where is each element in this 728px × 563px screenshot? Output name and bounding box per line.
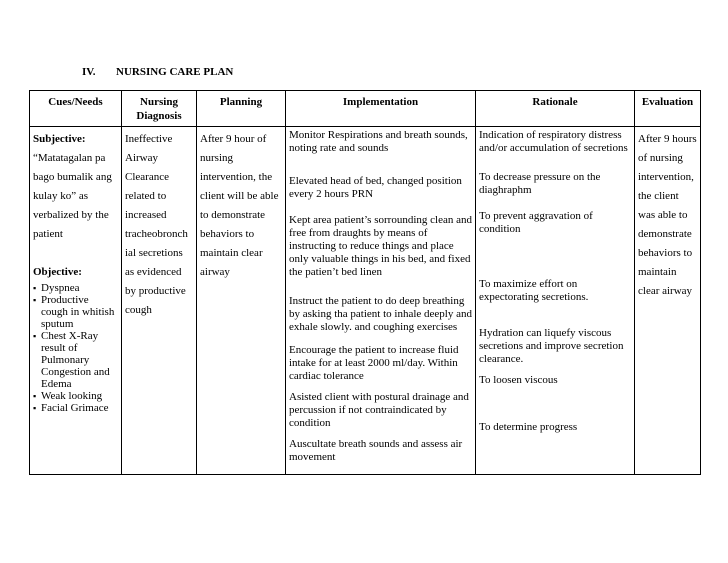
header-evaluation: Evaluation (635, 91, 701, 127)
evaluation-line: intervention, (638, 171, 694, 183)
evaluation-line: demonstrate (638, 228, 692, 240)
header-row (30, 91, 701, 127)
evaluation-line: was able to (638, 209, 688, 221)
planning-line: maintain clear (200, 247, 263, 259)
rationale-cell (476, 127, 635, 475)
evaluation-line: of nursing (638, 152, 683, 164)
header-rationale: Rationale (476, 91, 635, 127)
planning-line: airway (200, 266, 230, 278)
diagnosis-line: increased (125, 209, 167, 221)
evaluation-line: maintain (638, 266, 677, 278)
planning-line: After 9 hour of (200, 133, 267, 145)
evaluation-line: behaviors to (638, 247, 693, 259)
subjective-label: Subjective: (33, 133, 86, 145)
evaluation-line: clear airway (638, 285, 693, 297)
diagnosis-line: ial secretions (125, 247, 183, 259)
rationale-item: Indication of respiratory distress and/or accumulation of secretions (479, 129, 628, 154)
planning-line: behaviors to (200, 228, 255, 240)
implementation-item: Monitor Respirations and breath sounds, noting rate and sounds (289, 129, 468, 154)
header-planning: Planning (197, 91, 286, 127)
implementation-item: Kept area patient’s sorrounding clean and free from draughts by means of instructing to reduce things and place only valuable things in his bed, and fixed the patien’t bed linen (289, 214, 472, 278)
diagnosis-line: related to (125, 190, 167, 202)
objective-item: ▪ Dyspnea (33, 282, 118, 294)
subjective-line: kulay ko” as (33, 190, 88, 202)
section-number: IV. (82, 66, 96, 78)
diagnosis-line: tracheobronch (125, 228, 188, 240)
rationale-item: To maximize effort on expectorating secretions. (479, 278, 589, 303)
planning-cell (197, 127, 286, 475)
cues-cell (30, 127, 122, 475)
header-diagnosis: Nursing Diagnosis (122, 91, 197, 127)
implementation-item: Encourage the patient to increase fluid intake for at least 2000 ml/day. Within cardiac tolerance (289, 344, 459, 382)
objective-item: ▪ Chest X-Ray result of Pulmonary Congestion and Edema (33, 330, 118, 390)
implementation-item: Elevated head of bed, changed position every 2 hours PRN (289, 175, 462, 200)
implementation-item: Asisted client with postural drainage and percussion if not contraindicated by condition (289, 391, 469, 429)
implementation-item: Auscultate breath sounds and assess air movement (289, 438, 463, 463)
implementation-cell (286, 127, 476, 475)
diagnosis-line: by productive (125, 285, 186, 297)
rationale-item: To determine progress (479, 421, 578, 433)
planning-line: client will be able (200, 190, 279, 202)
rationale-item: To prevent aggravation of condition (479, 210, 593, 235)
objective-label: Objective: (33, 266, 82, 278)
evaluation-line: the client (638, 190, 679, 202)
diagnosis-cell (122, 127, 197, 475)
rationale-item: To loosen viscous (479, 374, 558, 386)
planning-line: intervention, the (200, 171, 273, 183)
header-cues: Cues/Needs (30, 91, 122, 127)
content-row (30, 127, 701, 475)
subjective-line: verbalized by the (33, 209, 109, 221)
diagnosis-line: as evidenced (125, 266, 182, 278)
subjective-line: bago bumalik ang (33, 171, 112, 183)
objective-item: ▪ Facial Grimace (33, 402, 118, 414)
diagnosis-line: Clearance (125, 171, 169, 183)
planning-line: to demonstrate (200, 209, 266, 221)
diagnosis-line: Airway (125, 152, 158, 164)
care-plan-table (29, 90, 701, 475)
planning-line: nursing (200, 152, 233, 164)
evaluation-line: After 9 hours (638, 133, 697, 145)
objective-list (30, 282, 121, 414)
section-title (82, 66, 233, 78)
rationale-item: To decrease pressure on the diaghraphm (479, 171, 601, 196)
rationale-item: Hydration can liquefy viscous secretions and improve secretion clearance. (479, 327, 624, 365)
objective-item: ▪ Weak looking (33, 390, 118, 402)
subjective-line: patient (33, 228, 63, 240)
diagnosis-line: cough (125, 304, 152, 316)
objective-item: ▪ Productive cough in whitish sputum (33, 294, 118, 330)
diagnosis-line: Ineffective (125, 133, 173, 145)
header-implementation: Implementation (286, 91, 476, 127)
implementation-item: Instruct the patient to do deep breathing by asking tha patient to inhale deeply and exhale slowly. and coughing exercises (289, 295, 472, 333)
evaluation-cell (635, 127, 701, 475)
subjective-line: “Matatagalan pa (33, 152, 106, 164)
section-heading: NURSING CARE PLAN (116, 66, 234, 78)
